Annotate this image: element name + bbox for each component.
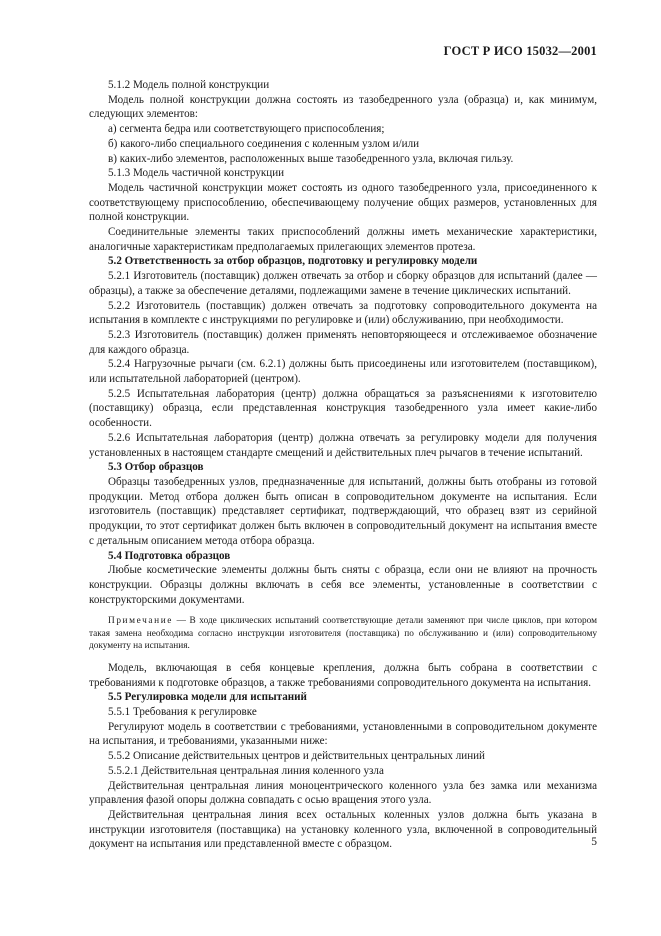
paragraph: 5.2.6 Испытательная лаборатория (центр) должна отвечать за регулировку модели для получения установленных в настоящем стандарте смещений и действительных плеч рычагов в течение испытаний. (89, 431, 597, 459)
subsection-heading: 5.5.2 Описание действительных центров и действительных центральных линий (108, 750, 485, 763)
section-heading: 5.3 Отбор образцов (108, 461, 204, 474)
subsection-heading: 5.1.2 Модель полной конструкции (108, 79, 270, 91)
paragraph: 5.2.4 Нагрузочные рычаги (см. 6.2.1) должны быть присоединены или изготовителем (поставщиком), или испытательной лабораторией (центром). (89, 358, 597, 386)
document-header: ГОСТ Р ИСО 15032—2001 (443, 44, 597, 58)
paragraph: Действительная центральная линия моноцентрического коленного узла без замка или механизма управления фазой опоры должна совпадать с осью вращения этого узла. (89, 779, 597, 807)
note (89, 615, 597, 652)
list-item: а) сегмента бедра или соответствующего приспособления; (108, 123, 385, 136)
section-heading: 5.5 Регулировка модели для испытаний (108, 691, 307, 704)
note-label: Примечание (108, 616, 173, 627)
list-item: б) какого-либо специального соединения с коленным узлом и/или (108, 137, 420, 150)
page-content (89, 78, 597, 852)
paragraph: Любые косметические элементы должны быть сняты с образца, если они не влияют на прочность конструкции. Образцы должны включать в себя все элементы, установленные в соответствии с конструкторскими документами. (89, 564, 597, 606)
subsection-heading: 5.5.1 Требования к регулировке (108, 706, 257, 719)
section-heading: 5.2 Ответственность за отбор образцов, подготовку и регулировку модели (108, 255, 478, 268)
paragraph: Модель, включающая в себя концевые крепления, должна быть собрана в соответствии с требованиями к подготовке образцов, а также требованиями сопроводительного документа на испытания. (89, 661, 597, 689)
subsection-heading: 5.1.3 Модель частичной конструкции (108, 167, 285, 180)
subsection-heading: 5.5.2.1 Действительная центральная линия коленного узла (108, 764, 384, 777)
paragraph: 5.2.5 Испытательная лаборатория (центр) должна обращаться за разъяснениями к изготовителю (поставщику) образца, если представленная конструкция тазобедренного узла имеет какие-либо особенности. (89, 387, 597, 430)
paragraph: Действительная центральная линия всех остальных коленных узлов должна быть указана в инструкции изготовителя (поставщика) на установку коленного узла, включенной в сопроводительный документ на испытания или представленной вместе с образцом. (89, 808, 597, 851)
page-number: 5 (591, 836, 597, 848)
paragraph: Образцы тазобедренных узлов, предназначенные для испытаний, должны быть отобраны из готовой продукции. Метод отбора должен быть описан в сопроводительном документе на испытания. Если изготовитель (поставщик) представляет сертификат, подтверждающий, что образец взят из серийной продукции, то этот сертификат должен быть включен в сопроводительный документ на испытания вместе с детальным описанием метода отбора образца. (89, 475, 597, 547)
list-item: в) каких-либо элементов, расположенных выше тазобедренного узла, включая гильзу. (108, 152, 514, 165)
paragraph: 5.2.2 Изготовитель (поставщик) должен отвечать за подготовку сопроводительного документа на испытания в комплекте с инструкциями по регулировке и (или) обслуживанию, при необходимости. (89, 299, 597, 327)
section-heading: 5.4 Подготовка образцов (108, 549, 231, 562)
paragraph: 5.2.1 Изготовитель (поставщик) должен отвечать за отбор и сборку образцов для испытаний (далее — образцы), а также за обеспечение деталями, подлежащими замене в течение циклических испытаний. (89, 270, 597, 297)
note-text: — В ходе циклических испытаний соответствующие детали заменяют при числе циклов, при котором такая замена необходима согласно инструкции изготовителя (поставщика) по обслуживанию и (или) сопроводительному документу на испытания. (89, 616, 597, 651)
paragraph: Регулируют модель в соответствии с требованиями, установленными в сопроводительном документе на испытания, и требованиями, указанными ниже: (89, 720, 597, 748)
paragraph: Модель частичной конструкции может состоять из одного тазобедренного узла, присоединенного к соответствующему приспособлению, обеспечивающему получение общих размеров, установленных для полной конструкции. (89, 181, 597, 224)
paragraph: 5.2.3 Изготовитель (поставщик) должен применять неповторяющееся и отслеживаемое обозначение для каждого образца. (89, 328, 597, 356)
paragraph: Модель полной конструкции должна состоять из тазобедренного узла (образца) и, как минимум, следующих элементов: (89, 93, 597, 121)
paragraph: Соединительные элементы таких приспособлений должны иметь механические характеристики, аналогичные характеристикам предполагаемых прилегающих элементов протеза. (89, 226, 597, 253)
